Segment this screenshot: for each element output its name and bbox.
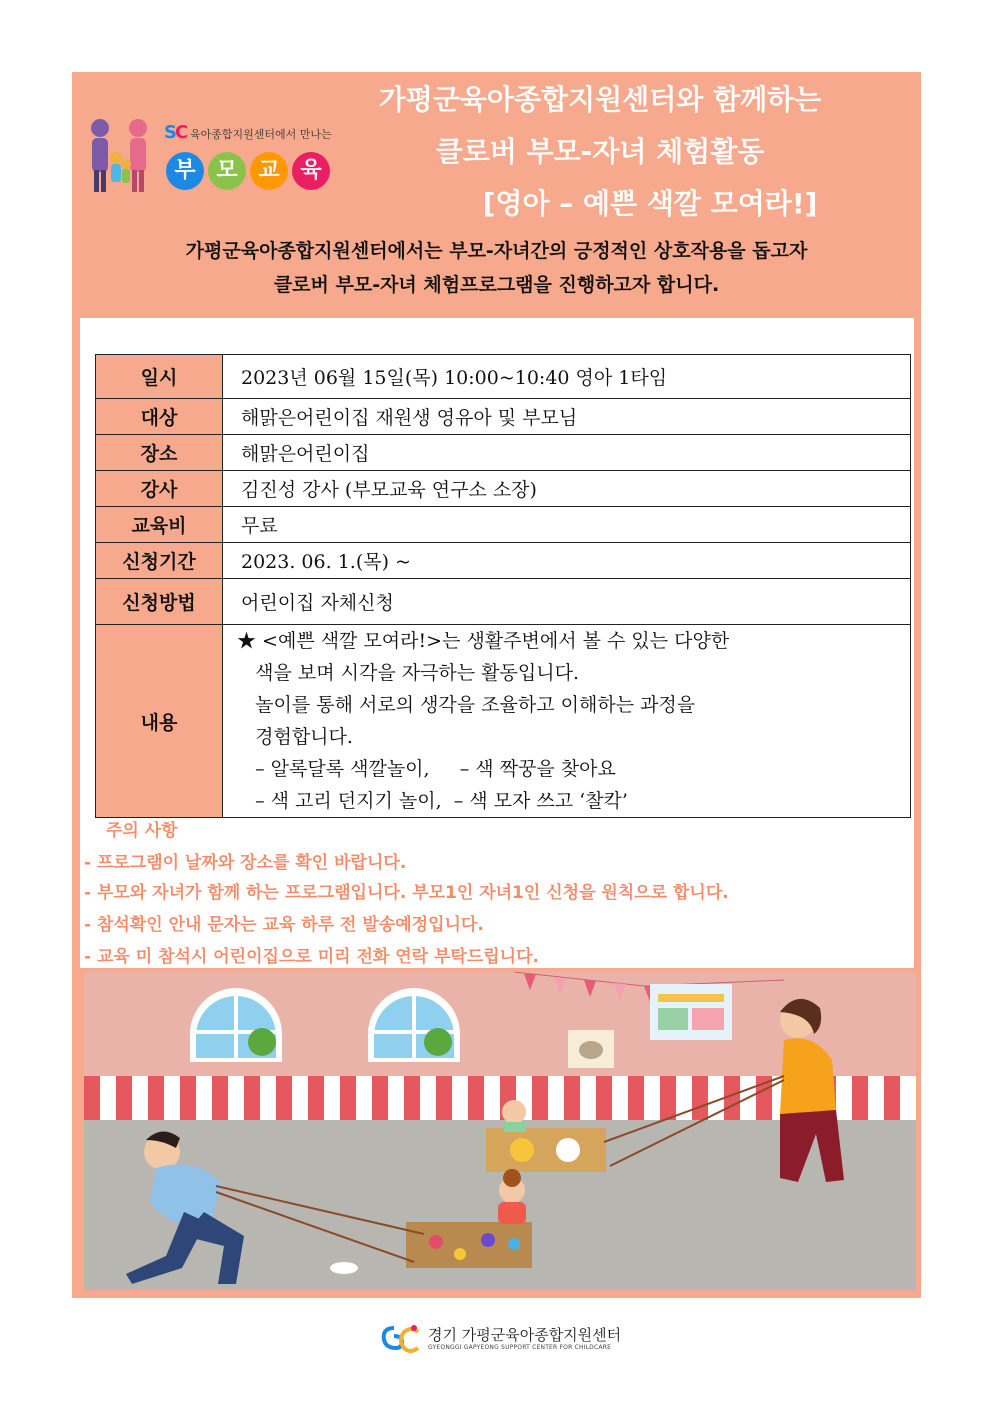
row-value: 김진성 강사 (부모교육 연구소 소장) — [223, 471, 911, 507]
info-table — [95, 354, 911, 818]
family-play-illustration — [84, 972, 916, 1290]
table-row — [96, 399, 911, 435]
content-line: 경험합니다. — [237, 726, 353, 748]
org-logo-icon — [380, 1322, 424, 1356]
row-label: 강사 — [96, 471, 223, 507]
intro-line-2: 클로버 부모-자녀 체험프로그램을 진행하고자 합니다. — [273, 274, 720, 296]
row-value: 해맑은어린이집 재원생 영유아 및 부모님 — [223, 399, 911, 435]
logo-char-2: 모 — [208, 152, 246, 190]
title-line-3: [영아 – 예쁜 색깔 모여라!] — [482, 187, 818, 220]
table-row — [96, 543, 911, 579]
table-row — [96, 507, 911, 543]
row-label: 장소 — [96, 435, 223, 471]
note-item: - 프로그램이 날짜와 장소를 확인 바랍니다. — [84, 853, 407, 873]
content-cell — [223, 625, 911, 818]
table-row — [96, 471, 911, 507]
content-label: 내용 — [96, 625, 223, 818]
logo-char-3: 교 — [250, 152, 288, 190]
row-value: 2023. 06. 1.(목) ~ — [223, 543, 911, 579]
row-label: 신청방법 — [96, 579, 223, 625]
table-row — [96, 435, 911, 471]
row-label: 대상 — [96, 399, 223, 435]
logo-char-1: 부 — [166, 152, 204, 190]
note-item: - 교육 미 참석시 어린이집으로 미리 전화 연락 부탁드립니다. — [84, 947, 539, 967]
intro-line-1: 가평군육아종합지원센터에서는 부모-자녀간의 긍정적인 상호작용을 돕고자 — [185, 240, 808, 262]
logo-char-4: 육 — [292, 152, 330, 190]
activity-illustration — [84, 972, 916, 1290]
note-item: - 참석확인 안내 문자는 교육 하루 전 발송예정입니다. — [84, 915, 484, 935]
row-value: 어린이집 자체신청 — [223, 579, 911, 625]
footer-org-name: 경기 가평군육아종합지원센터 — [428, 1326, 622, 1344]
table-row — [96, 355, 911, 399]
table-row — [96, 579, 911, 625]
content-line: ★ <예쁜 색깔 모여라!>는 생활주변에서 볼 수 있는 다양한 — [237, 630, 730, 652]
svg-text:C: C — [175, 122, 189, 143]
row-label: 일시 — [96, 355, 223, 399]
title-line-2: 클로버 부모-자녀 체험활동 — [435, 135, 765, 168]
content-line: – 알록달록 색깔놀이, – 색 짝꿍을 찾아요 — [237, 758, 616, 780]
content-line: 색을 보며 시각을 자극하는 활동입니다. — [237, 662, 579, 684]
notes-title: 주의 사항 — [106, 821, 178, 841]
svg-text:S: S — [164, 122, 177, 143]
logo-tagline: 육아종합지원센터에서 만나는 — [190, 128, 332, 141]
row-label: 교육비 — [96, 507, 223, 543]
footer-org-name-en: GYEONGGI GAPYEONG SUPPORT CENTER FOR CHILDCARE — [428, 1344, 612, 1351]
row-value: 2023년 06월 15일(목) 10:00~10:40 영아 1타임 — [223, 355, 911, 399]
row-value: 해맑은어린이집 — [223, 435, 911, 471]
content-line: 놀이를 통해 서로의 생각을 조율하고 이해하는 과정을 — [237, 694, 696, 716]
table-row — [96, 625, 911, 818]
title-line-1: 가평군육아종합지원센터와 함께하는 — [378, 83, 822, 116]
row-value: 무료 — [223, 507, 911, 543]
note-item: - 부모와 자녀가 함께 하는 프로그램입니다. 부모1인 자녀1인 신청을 원칙으로 합니다. — [84, 883, 729, 903]
content-line: – 색 고리 던지기 놀이, – 색 모자 쓰고 ‘찰칵’ — [237, 790, 628, 812]
row-label: 신청기간 — [96, 543, 223, 579]
